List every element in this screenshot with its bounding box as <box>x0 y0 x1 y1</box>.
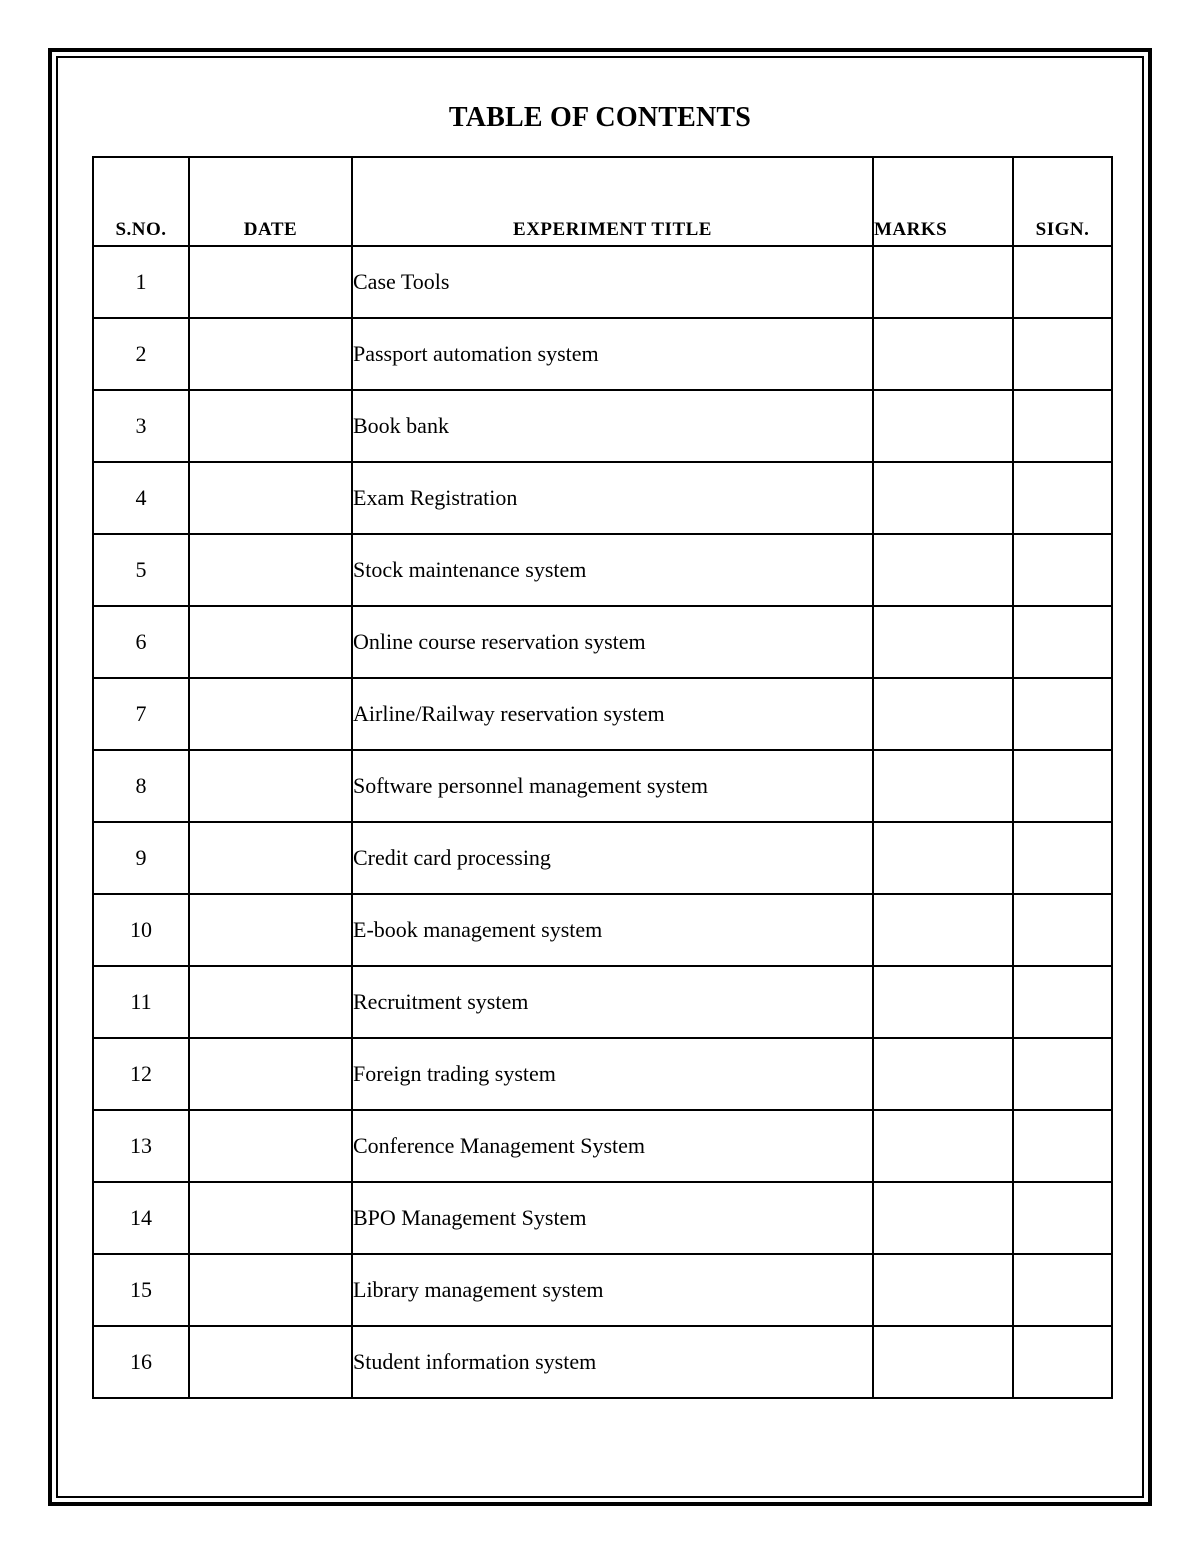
experiment-title-cell: Conference Management System <box>352 1110 873 1182</box>
table-row <box>93 1326 1112 1398</box>
sign-cell <box>1013 318 1112 390</box>
date-cell <box>189 822 352 894</box>
sno-cell: 12 <box>93 1038 189 1110</box>
table-row <box>93 1038 1112 1110</box>
sno-cell: 7 <box>93 678 189 750</box>
date-cell <box>189 246 352 318</box>
date-cell <box>189 1110 352 1182</box>
header-sno: S.NO. <box>93 157 189 246</box>
experiment-title-cell: E-book management system <box>352 894 873 966</box>
marks-cell <box>873 1326 1013 1398</box>
sno-cell: 11 <box>93 966 189 1038</box>
marks-cell <box>873 246 1013 318</box>
table-row <box>93 534 1112 606</box>
date-cell <box>189 462 352 534</box>
experiment-title-cell: Library management system <box>352 1254 873 1326</box>
date-cell <box>189 390 352 462</box>
sno-cell: 5 <box>93 534 189 606</box>
sign-cell <box>1013 390 1112 462</box>
sign-cell <box>1013 462 1112 534</box>
marks-cell <box>873 966 1013 1038</box>
experiment-title-cell: Book bank <box>352 390 873 462</box>
experiment-title-cell: Passport automation system <box>352 318 873 390</box>
experiment-title-cell: BPO Management System <box>352 1182 873 1254</box>
sno-cell: 15 <box>93 1254 189 1326</box>
sign-cell <box>1013 1110 1112 1182</box>
table-row <box>93 246 1112 318</box>
date-cell <box>189 1182 352 1254</box>
sno-cell: 13 <box>93 1110 189 1182</box>
table-row <box>93 894 1112 966</box>
experiment-title-cell: Software personnel management system <box>352 750 873 822</box>
sno-cell: 16 <box>93 1326 189 1398</box>
header-experiment-title: EXPERIMENT TITLE <box>352 157 873 246</box>
table-row <box>93 822 1112 894</box>
sign-cell <box>1013 1038 1112 1110</box>
sign-cell <box>1013 966 1112 1038</box>
experiment-title-cell: Credit card processing <box>352 822 873 894</box>
table-row <box>93 462 1112 534</box>
sno-cell: 10 <box>93 894 189 966</box>
date-cell <box>189 1254 352 1326</box>
table-row <box>93 318 1112 390</box>
sno-cell: 9 <box>93 822 189 894</box>
page-title: TABLE OF CONTENTS <box>448 102 752 133</box>
date-cell <box>189 1326 352 1398</box>
sign-cell <box>1013 606 1112 678</box>
experiment-title-cell: Recruitment system <box>352 966 873 1038</box>
table-row <box>93 678 1112 750</box>
marks-cell <box>873 822 1013 894</box>
date-cell <box>189 966 352 1038</box>
sno-cell: 6 <box>93 606 189 678</box>
marks-cell <box>873 750 1013 822</box>
sno-cell: 4 <box>93 462 189 534</box>
sno-cell: 3 <box>93 390 189 462</box>
sno-cell: 14 <box>93 1182 189 1254</box>
experiment-title-cell: Online course reservation system <box>352 606 873 678</box>
sign-cell <box>1013 246 1112 318</box>
sign-cell <box>1013 1254 1112 1326</box>
date-cell <box>189 750 352 822</box>
sign-cell <box>1013 894 1112 966</box>
sign-cell <box>1013 1326 1112 1398</box>
marks-cell <box>873 606 1013 678</box>
header-date: DATE <box>189 157 352 246</box>
contents-table <box>92 156 1113 1399</box>
marks-cell <box>873 1110 1013 1182</box>
sign-cell <box>1013 750 1112 822</box>
marks-cell <box>873 1254 1013 1326</box>
sno-cell: 2 <box>93 318 189 390</box>
contents-table-body <box>93 246 1112 1398</box>
sno-cell: 1 <box>93 246 189 318</box>
sno-cell: 8 <box>93 750 189 822</box>
date-cell <box>189 534 352 606</box>
marks-cell <box>873 462 1013 534</box>
experiment-title-cell: Student information system <box>352 1326 873 1398</box>
date-cell <box>189 894 352 966</box>
table-row <box>93 1110 1112 1182</box>
table-row <box>93 750 1112 822</box>
marks-cell <box>873 678 1013 750</box>
experiment-title-cell: Stock maintenance system <box>352 534 873 606</box>
date-cell <box>189 606 352 678</box>
table-row <box>93 966 1112 1038</box>
marks-cell <box>873 534 1013 606</box>
sign-cell <box>1013 1182 1112 1254</box>
experiment-title-cell: Case Tools <box>352 246 873 318</box>
date-cell <box>189 318 352 390</box>
header-row <box>93 157 1112 246</box>
marks-cell <box>873 390 1013 462</box>
table-row <box>93 1254 1112 1326</box>
experiment-title-cell: Airline/Railway reservation system <box>352 678 873 750</box>
experiment-title-cell: Foreign trading system <box>352 1038 873 1110</box>
table-row <box>93 1182 1112 1254</box>
marks-cell <box>873 318 1013 390</box>
sign-cell <box>1013 534 1112 606</box>
header-sign: SIGN. <box>1013 157 1112 246</box>
header-marks: MARKS <box>873 157 1013 246</box>
date-cell <box>189 678 352 750</box>
marks-cell <box>873 1038 1013 1110</box>
date-cell <box>189 1038 352 1110</box>
sign-cell <box>1013 678 1112 750</box>
sign-cell <box>1013 822 1112 894</box>
experiment-title-cell: Exam Registration <box>352 462 873 534</box>
table-row <box>93 390 1112 462</box>
marks-cell <box>873 1182 1013 1254</box>
table-row <box>93 606 1112 678</box>
marks-cell <box>873 894 1013 966</box>
